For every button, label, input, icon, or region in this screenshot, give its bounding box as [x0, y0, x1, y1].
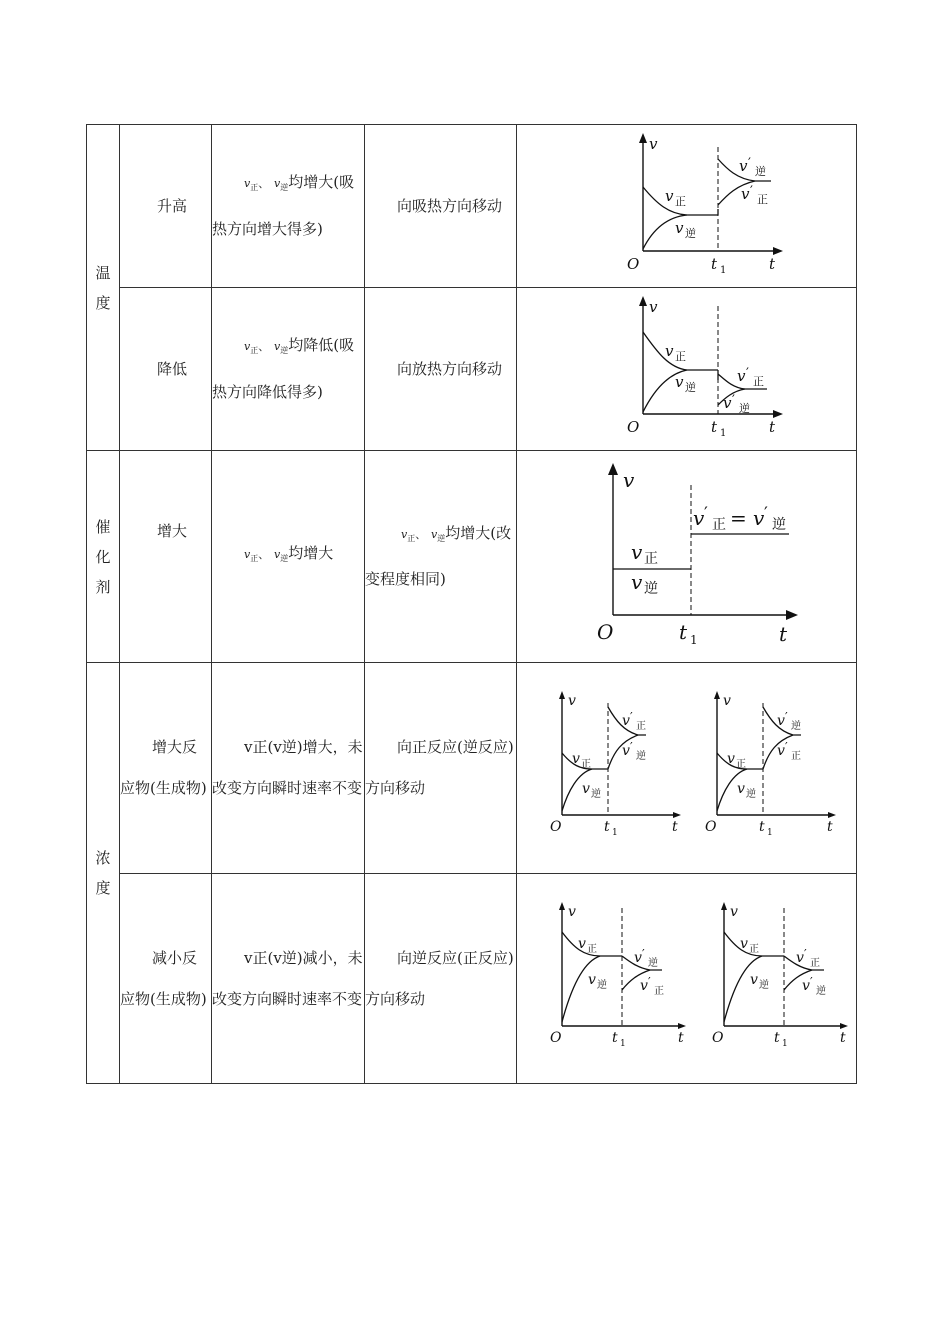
t-label: t	[768, 255, 775, 273]
svg-text:t: t	[773, 1029, 780, 1046]
rate-cell: $v_正$、 $v_逆$均增大	[212, 451, 365, 663]
t1-label: t	[710, 255, 717, 273]
shift-cell	[365, 663, 517, 874]
rate-time-graph-raise	[587, 129, 787, 279]
svg-text:正: 正	[635, 721, 646, 732]
equilibrium-shift-table	[86, 124, 857, 1084]
svg-text:正: 正	[674, 195, 686, 208]
svg-text:v: v	[739, 935, 748, 952]
svg-text:′: ′	[784, 740, 788, 754]
row-temperature-raise	[87, 125, 857, 288]
new-rev-label: v	[738, 157, 747, 175]
row-catalyst	[87, 451, 857, 663]
svg-text:O: O	[626, 418, 639, 436]
shift-text: 向正反应(逆反应)方向移动	[365, 738, 514, 797]
svg-text:′: ′	[629, 740, 633, 754]
svg-text:v: v	[648, 298, 657, 316]
svg-text:逆: 逆	[771, 516, 786, 533]
svg-text:v: v	[736, 367, 745, 385]
svg-text:O: O	[596, 619, 613, 644]
svg-text:逆: 逆	[684, 227, 696, 240]
x-arrow	[773, 247, 783, 255]
svg-text:逆: 逆	[754, 165, 766, 178]
graph-increase-product	[705, 691, 836, 838]
svg-text:v: v	[630, 539, 642, 564]
category-temperature	[87, 125, 120, 451]
svg-text:逆: 逆	[596, 979, 607, 991]
svg-text:′: ′	[641, 946, 645, 961]
svg-text:逆: 逆	[684, 381, 696, 394]
svg-text:v: v	[622, 467, 634, 492]
svg-text:t: t	[826, 819, 833, 835]
origin-label: O	[626, 255, 639, 273]
svg-text:1: 1	[611, 828, 618, 838]
svg-text:正: 正	[752, 375, 764, 388]
fwd-label: v	[664, 187, 673, 205]
condition-text: 增大	[157, 522, 188, 540]
svg-text:1: 1	[719, 265, 726, 276]
svg-text:t: t	[603, 819, 610, 835]
graph-decrease-product	[712, 902, 848, 1049]
condition-text: 升高	[157, 196, 188, 215]
svg-text:O: O	[549, 1029, 561, 1046]
shift-cell: $v_正$、 $v_逆$均增大(改变程度相同)	[365, 451, 517, 663]
svg-text:v: v	[664, 342, 673, 360]
svg-text:t: t	[611, 1029, 618, 1046]
svg-text:1: 1	[619, 1038, 626, 1049]
new-fwd-label: v	[740, 185, 749, 203]
rate-time-graph-decrease	[522, 892, 852, 1062]
svg-text:v: v	[577, 935, 586, 952]
svg-text:逆: 逆	[647, 957, 658, 969]
rate-text: 均增大(吸热方向增大得多)	[212, 173, 355, 238]
svg-text:逆: 逆	[758, 979, 769, 991]
graph-increase-reactant	[550, 691, 681, 838]
v-forward: $v_正$	[244, 340, 259, 356]
row-temperature-lower	[87, 288, 857, 451]
svg-text:1: 1	[719, 428, 726, 439]
svg-text:逆: 逆	[590, 789, 601, 800]
v-label: v	[648, 135, 657, 153]
shift-cell	[365, 125, 517, 288]
svg-text:v: v	[621, 713, 630, 729]
svg-text:v: v	[633, 949, 642, 966]
rate-cell	[212, 663, 365, 874]
rate-time-graph-catalyst	[567, 455, 807, 655]
svg-text:v: v	[630, 569, 642, 594]
condition-cell	[120, 663, 212, 874]
cat-char: 温	[95, 263, 111, 282]
graph-decrease-reactant	[550, 902, 686, 1049]
svg-text:逆: 逆	[738, 402, 750, 415]
svg-text:v: v	[581, 781, 590, 797]
rate-text: v正(v逆)增大，未改变方向瞬时速率不变	[212, 738, 363, 797]
svg-text:正: 正	[586, 943, 597, 955]
shift-text: 均增大(改变程度相同)	[365, 523, 512, 589]
svg-text:v: v	[752, 505, 764, 530]
graph-cell	[517, 288, 857, 451]
svg-text:′: ′	[703, 503, 708, 524]
svg-text:正: 正	[809, 957, 820, 969]
svg-text:v: v	[621, 743, 630, 759]
condition-cell	[120, 125, 212, 288]
svg-text:′: ′	[803, 946, 807, 961]
svg-text:′: ′	[809, 974, 813, 989]
svg-text:v: v	[571, 751, 580, 767]
svg-text:正: 正	[643, 550, 658, 567]
svg-text:O: O	[704, 819, 716, 835]
v-forward: $v_正$	[244, 177, 259, 193]
reverse-curve	[562, 956, 600, 1022]
graph-cell	[517, 663, 857, 874]
cat-char: 度	[95, 293, 111, 312]
svg-text:逆: 逆	[815, 985, 826, 997]
svg-text:t: t	[671, 819, 678, 835]
svg-text:v: v	[674, 373, 683, 391]
condition-text: 增大反应物(生成物)	[120, 738, 207, 797]
svg-text:v: v	[729, 903, 738, 920]
svg-text:正: 正	[748, 943, 759, 955]
rate-text: 均增大	[288, 544, 334, 563]
svg-text:正: 正	[674, 350, 686, 363]
svg-text:v: v	[726, 751, 735, 767]
svg-text:v: v	[567, 693, 576, 709]
shift-cell	[365, 288, 517, 451]
svg-text:t: t	[677, 1029, 684, 1046]
rate-text: 均降低(吸热方向降低得多)	[212, 336, 355, 401]
svg-text:v: v	[776, 713, 785, 729]
shift-text: 向逆反应(正反应)方向移动	[365, 948, 514, 1008]
svg-text:1: 1	[781, 1038, 788, 1049]
svg-text:t: t	[768, 418, 775, 436]
svg-text:v: v	[587, 971, 596, 988]
svg-text:′: ′	[745, 366, 749, 381]
rate-text: v正(v逆)减小，未改变方向瞬时速率不变	[212, 948, 363, 1008]
svg-text:′: ′	[629, 710, 633, 724]
graph-cell	[517, 874, 857, 1084]
row-concentration-decrease	[87, 874, 857, 1084]
svg-text:逆: 逆	[643, 580, 658, 597]
rate-time-graph-increase	[522, 681, 852, 851]
svg-text:O: O	[549, 819, 561, 835]
condition-text: 降低	[157, 359, 188, 378]
condition-text: 减小反应物(生成物)	[120, 948, 207, 1008]
svg-text:v: v	[567, 903, 576, 920]
svg-text:O: O	[711, 1029, 723, 1046]
svg-text:′: ′	[749, 184, 753, 199]
svg-text:′: ′	[763, 503, 768, 524]
svg-text:1: 1	[689, 632, 698, 647]
svg-text:正: 正	[711, 516, 726, 533]
svg-text:正: 正	[735, 759, 746, 770]
svg-text:逆: 逆	[745, 789, 756, 800]
svg-text:逆: 逆	[635, 751, 646, 762]
graph-cell	[517, 125, 857, 288]
svg-text:t: t	[839, 1029, 846, 1046]
svg-text:正: 正	[653, 985, 664, 997]
svg-text:t: t	[678, 619, 687, 644]
svg-text:t: t	[778, 621, 787, 646]
rate-cell: $v_正$、 $v_逆$均降低(吸热方向降低得多)	[212, 288, 365, 451]
svg-text:′: ′	[747, 156, 751, 171]
shift-text: 向放热方向移动	[397, 359, 503, 378]
shift-cell	[365, 874, 517, 1084]
svg-text:t: t	[758, 819, 765, 835]
svg-text:逆: 逆	[790, 721, 801, 732]
svg-text:v: v	[736, 781, 745, 797]
rev-label: v	[674, 219, 683, 237]
svg-text:′: ′	[731, 393, 735, 408]
svg-text:v: v	[776, 743, 785, 759]
condition-cell	[120, 288, 212, 451]
y-arrow	[639, 133, 647, 143]
svg-text:v: v	[692, 505, 704, 530]
svg-text:′: ′	[784, 710, 788, 724]
svg-text:v: v	[801, 977, 810, 994]
row-concentration-increase	[87, 663, 857, 874]
svg-text:正: 正	[756, 193, 768, 206]
v-reverse: $v_逆$	[274, 340, 289, 356]
svg-text:=: =	[729, 505, 747, 530]
svg-text:v: v	[639, 977, 648, 994]
svg-text:v: v	[722, 394, 731, 412]
rate-time-graph-lower	[587, 292, 787, 442]
svg-text:v: v	[795, 949, 804, 966]
svg-text:正: 正	[580, 759, 591, 770]
svg-text:1: 1	[766, 828, 773, 838]
svg-text:′: ′	[647, 974, 651, 989]
rate-cell: $v_正$、 $v_逆$均增大(吸热方向增大得多)	[212, 125, 365, 288]
condition-cell	[120, 451, 212, 663]
svg-text:正: 正	[790, 751, 801, 762]
category-concentration: 浓 度	[87, 663, 120, 1084]
graph-cell	[517, 451, 857, 663]
svg-text:v: v	[722, 693, 731, 709]
shift-text: 向吸热方向移动	[397, 196, 503, 215]
rate-cell	[212, 874, 365, 1084]
condition-cell	[120, 874, 212, 1084]
v-reverse: $v_逆$	[274, 177, 289, 193]
svg-text:t: t	[710, 418, 717, 436]
svg-text:v: v	[749, 971, 758, 988]
category-catalyst: 催 化 剂	[87, 451, 120, 663]
